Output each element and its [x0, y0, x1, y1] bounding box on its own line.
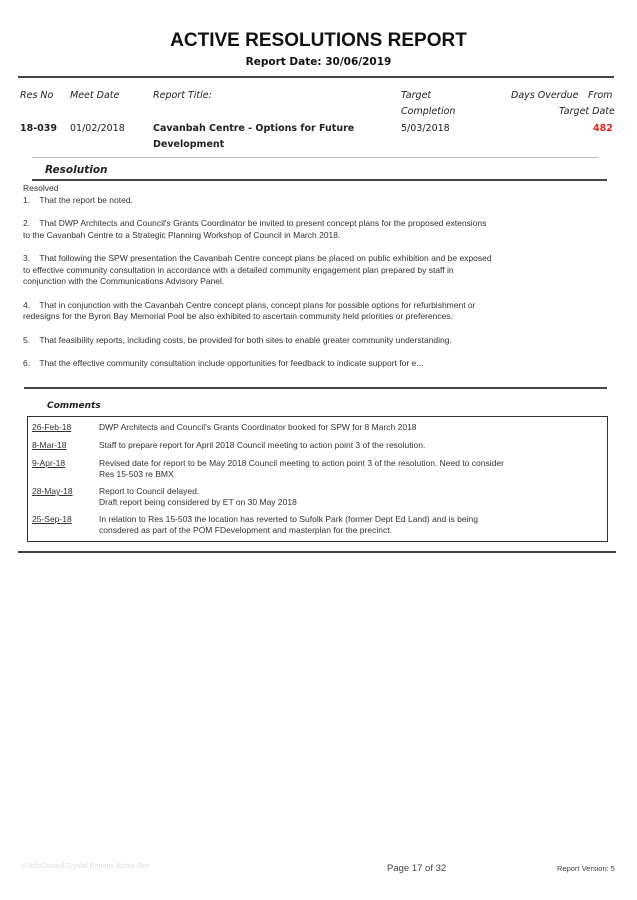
resolution-item: 2. That DWP Architects and Council's Grants Coordinator be invited to present concept plans for the proposed extensions to the Cavanbah Centre to a Strategic Planning Workshop of Council in March 2018. — [23, 218, 487, 240]
col-overdue-line2: Target Date — [559, 106, 615, 117]
col-target-line2: Completion — [401, 106, 456, 117]
col-overdue-line1: Days Overdue — [511, 90, 579, 101]
resolution-divider — [32, 179, 607, 181]
comment-text: Report to Council delayed. Draft report being considered by ET on 30 May 2018 — [99, 486, 297, 507]
footer-left: © InfoCouncil Crystal Reports Active Res — [22, 863, 150, 870]
comment-text: Staff to prepare report for April 2018 Council meeting to action point 3 of the resolution. — [99, 440, 426, 450]
header-divider — [18, 76, 614, 78]
resolution-item: 1. That the report be noted. — [23, 194, 133, 205]
col-overdue-from: From — [588, 90, 613, 101]
col-meet-date: Meet Date — [70, 90, 120, 101]
comment-text: In relation to Res 15-503 the location has reverted to Sufolk Park (former Dept Ed Land) and is being consdered as part of the POM FDevelopment and masterplan for the precinct. — [99, 514, 478, 535]
footer-version: Report Version: 5 — [557, 864, 615, 873]
footer-page-number: Page 17 of 32 — [387, 863, 447, 874]
comment-date: 28-May-18 — [32, 486, 73, 496]
report-date: Report Date: 30/06/2019 — [245, 56, 392, 68]
comment-date: 26-Feb-18 — [32, 422, 72, 432]
row-res-no: 18-039 — [20, 123, 57, 134]
col-target-line1: Target — [401, 90, 432, 101]
row-days-overdue: 482 — [593, 123, 613, 134]
comment-text: Revised date for report to be May 2018 Council meeting to action point 3 of the resolution. Need to consider Res 15-503 re BMX — [99, 458, 504, 479]
resolution-heading: Resolution — [45, 164, 108, 176]
row-meet-date: 01/02/2018 — [70, 123, 125, 134]
comment-text: DWP Architects and Council's Grants Coordinator booked for SPW for 8 March 2018 — [99, 422, 417, 432]
comment-date: 25-Sep-18 — [32, 514, 72, 524]
comments-heading: Comments — [47, 401, 101, 411]
resolved-label: Resolved — [23, 183, 59, 193]
comment-date: 9-Apr-18 — [32, 458, 66, 468]
row-target-completion: 5/03/2018 — [401, 123, 450, 134]
comment-date: 8-Mar-18 — [32, 440, 67, 450]
row-title-line1: Cavanbah Centre - Options for Future — [153, 123, 355, 134]
resolution-item: 5. That feasibility reports, including costs, be provided for both sites to enable greater community understanding. — [23, 334, 452, 345]
col-report-title: Report Title: — [153, 90, 212, 101]
row-divider — [32, 157, 598, 158]
resolution-end-divider — [24, 387, 607, 389]
resolution-item: 4. That in conjunction with the Cavanbah Centre concept plans, concept plans for possible options for refurbishment or redesigns for the Byron Bay Memorial Pool be also exhibited to ascertain community held priorities or preferences. — [23, 299, 476, 321]
row-title-line2: Development — [153, 139, 225, 150]
resolution-body — [23, 183, 613, 382]
comments-table — [27, 416, 608, 542]
col-res-no: Res No — [20, 90, 54, 101]
resolution-item: 3. That following the SPW presentation the Cavanbah Centre concept plans be placed on public exhibition and be exposed to effective community consultation in accordance with a detailed community engagement plan prepared by staff in conjunction with the Communications Advisory Panel. — [23, 253, 492, 286]
report-title: ACTIVE RESOLUTIONS REPORT — [170, 30, 467, 51]
resolution-item: 6. That the effective community consultation include opportunities for feedback to indicate support for e... — [23, 358, 424, 368]
comments-end-divider — [18, 551, 616, 553]
